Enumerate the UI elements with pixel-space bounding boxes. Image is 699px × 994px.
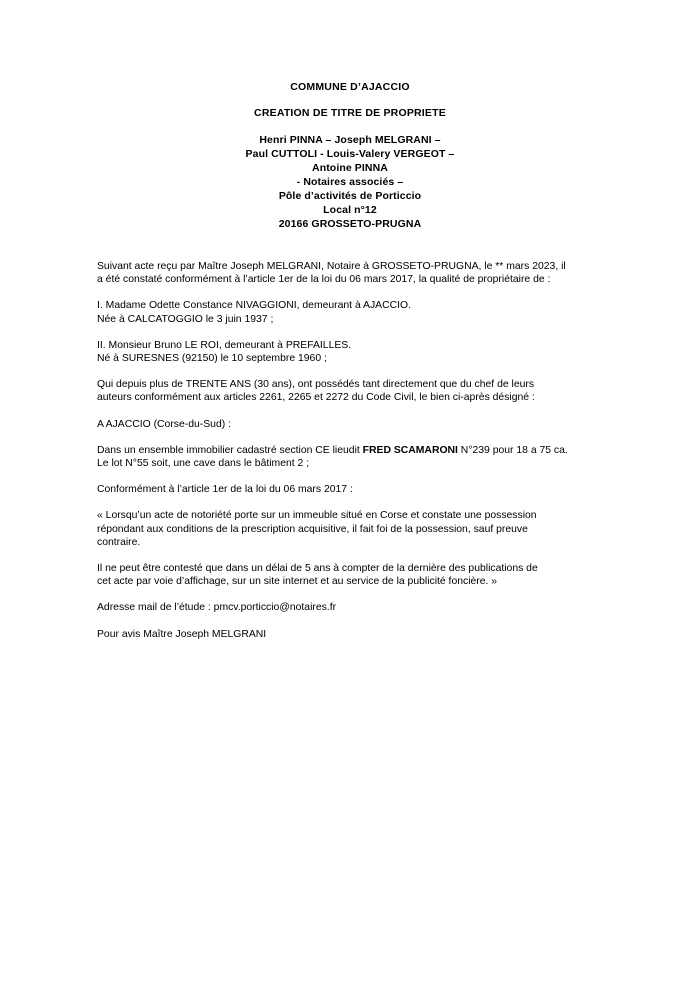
paragraph-line: répondant aux conditions de la prescription acquisitive, il fait foi de la possession, sauf preuve [97,523,528,535]
paragraph-owner-one [97,299,605,325]
paragraph-line: « Lorsqu’un acte de notoriété porte sur un immeuble situé en Corse et constate une possession [97,510,537,522]
notary-header-line: - Notaires associés – [296,176,404,188]
paragraph-line: Suivant acte reçu par Maître Joseph MELGRANI, Notaire à GROSSETO-PRUGNA, le ** mars 2023, il [97,261,566,272]
notary-header-line: 20166 GROSSETO-PRUGNA [278,218,422,230]
signature-line: Pour avis Maître Joseph MELGRANI [97,628,267,640]
paragraph-location [97,418,605,431]
paragraph-line: cet acte par voie d’affichage, sur un site internet et au service de la publicité foncière. » [97,576,498,588]
paragraph-line: Conformément à l’article 1er de la loi du 06 mars 2017 : [97,484,353,496]
paragraph-possession [97,378,605,404]
notary-header-line: Paul CUTTOLI - Louis-Valery VERGEOT – [245,148,455,160]
paragraph-line [97,444,605,457]
paragraph-quote-first [97,509,605,549]
paragraph-line: Né à SURESNES (92150) le 10 septembre 1960 ; [97,353,327,365]
document-body [97,260,605,641]
notary-header-line: Local n°12 [323,204,377,216]
paragraph-law-reference [97,483,605,496]
paragraph-line: A AJACCIO (Corse-du-Sud) : [97,418,231,430]
paragraph-line: contraire. [97,536,141,548]
study-email-line: Adresse mail de l’étude : pmcv.porticcio@notaires.fr [97,602,337,614]
act-heading: CREATION DE TITRE DE PROPRIETE [254,107,446,119]
notary-header-line: Henri PINNA – Joseph MELGRANI – [259,134,441,146]
notary-header-line: Pôle d’activités de Porticcio [278,190,422,202]
cadastre-text-after: N°239 pour 18 a 75 ca. [457,444,568,456]
paragraph-line: Née à CALCATOGGIO le 3 juin 1937 ; [97,313,274,325]
paragraph-line: I. Madame Odette Constance NIVAGGIONI, demeurant à AJACCIO. [97,300,411,312]
cadastre-text-before: Dans un ensemble immobilier cadastré section CE lieudit [97,444,363,456]
notary-office-block [97,133,603,231]
notary-header-line: Antoine PINNA [312,162,388,174]
paragraph-quote-second [97,562,605,588]
commune-heading: COMMUNE D’AJACCIO [290,81,410,93]
cadastre-locality-name: FRED SCAMARONI [362,444,458,456]
paragraph-signature [97,628,605,641]
document-header [97,81,603,231]
paragraph-owner-two [97,339,605,365]
paragraph-line: Qui depuis plus de TRENTE ANS (30 ans), ont possédés tant directement que du chef de leurs [97,379,535,391]
heading-spacer [97,94,603,107]
paragraph-cadastre [97,444,605,470]
heading-spacer-2 [97,120,603,133]
paragraph-line: a été constaté conformément à l’article 1er de la loi du 06 mars 2017, la qualité de propriétaire de : [97,274,551,286]
paragraph-line: II. Monsieur Bruno LE ROI, demeurant à PREFAILLES. [97,339,352,351]
paragraph-line: Le lot N°55 soit, une cave dans le bâtiment 2 ; [97,458,310,470]
paragraph-intro [97,260,605,286]
paragraph-line: auteurs conformément aux articles 2261, 2265 et 2272 du Code Civil, le bien ci-après désigné : [97,392,535,404]
paragraph-email [97,601,605,614]
paragraph-line: Il ne peut être contesté que dans un délai de 5 ans à compter de la dernière des publications de [97,563,538,575]
